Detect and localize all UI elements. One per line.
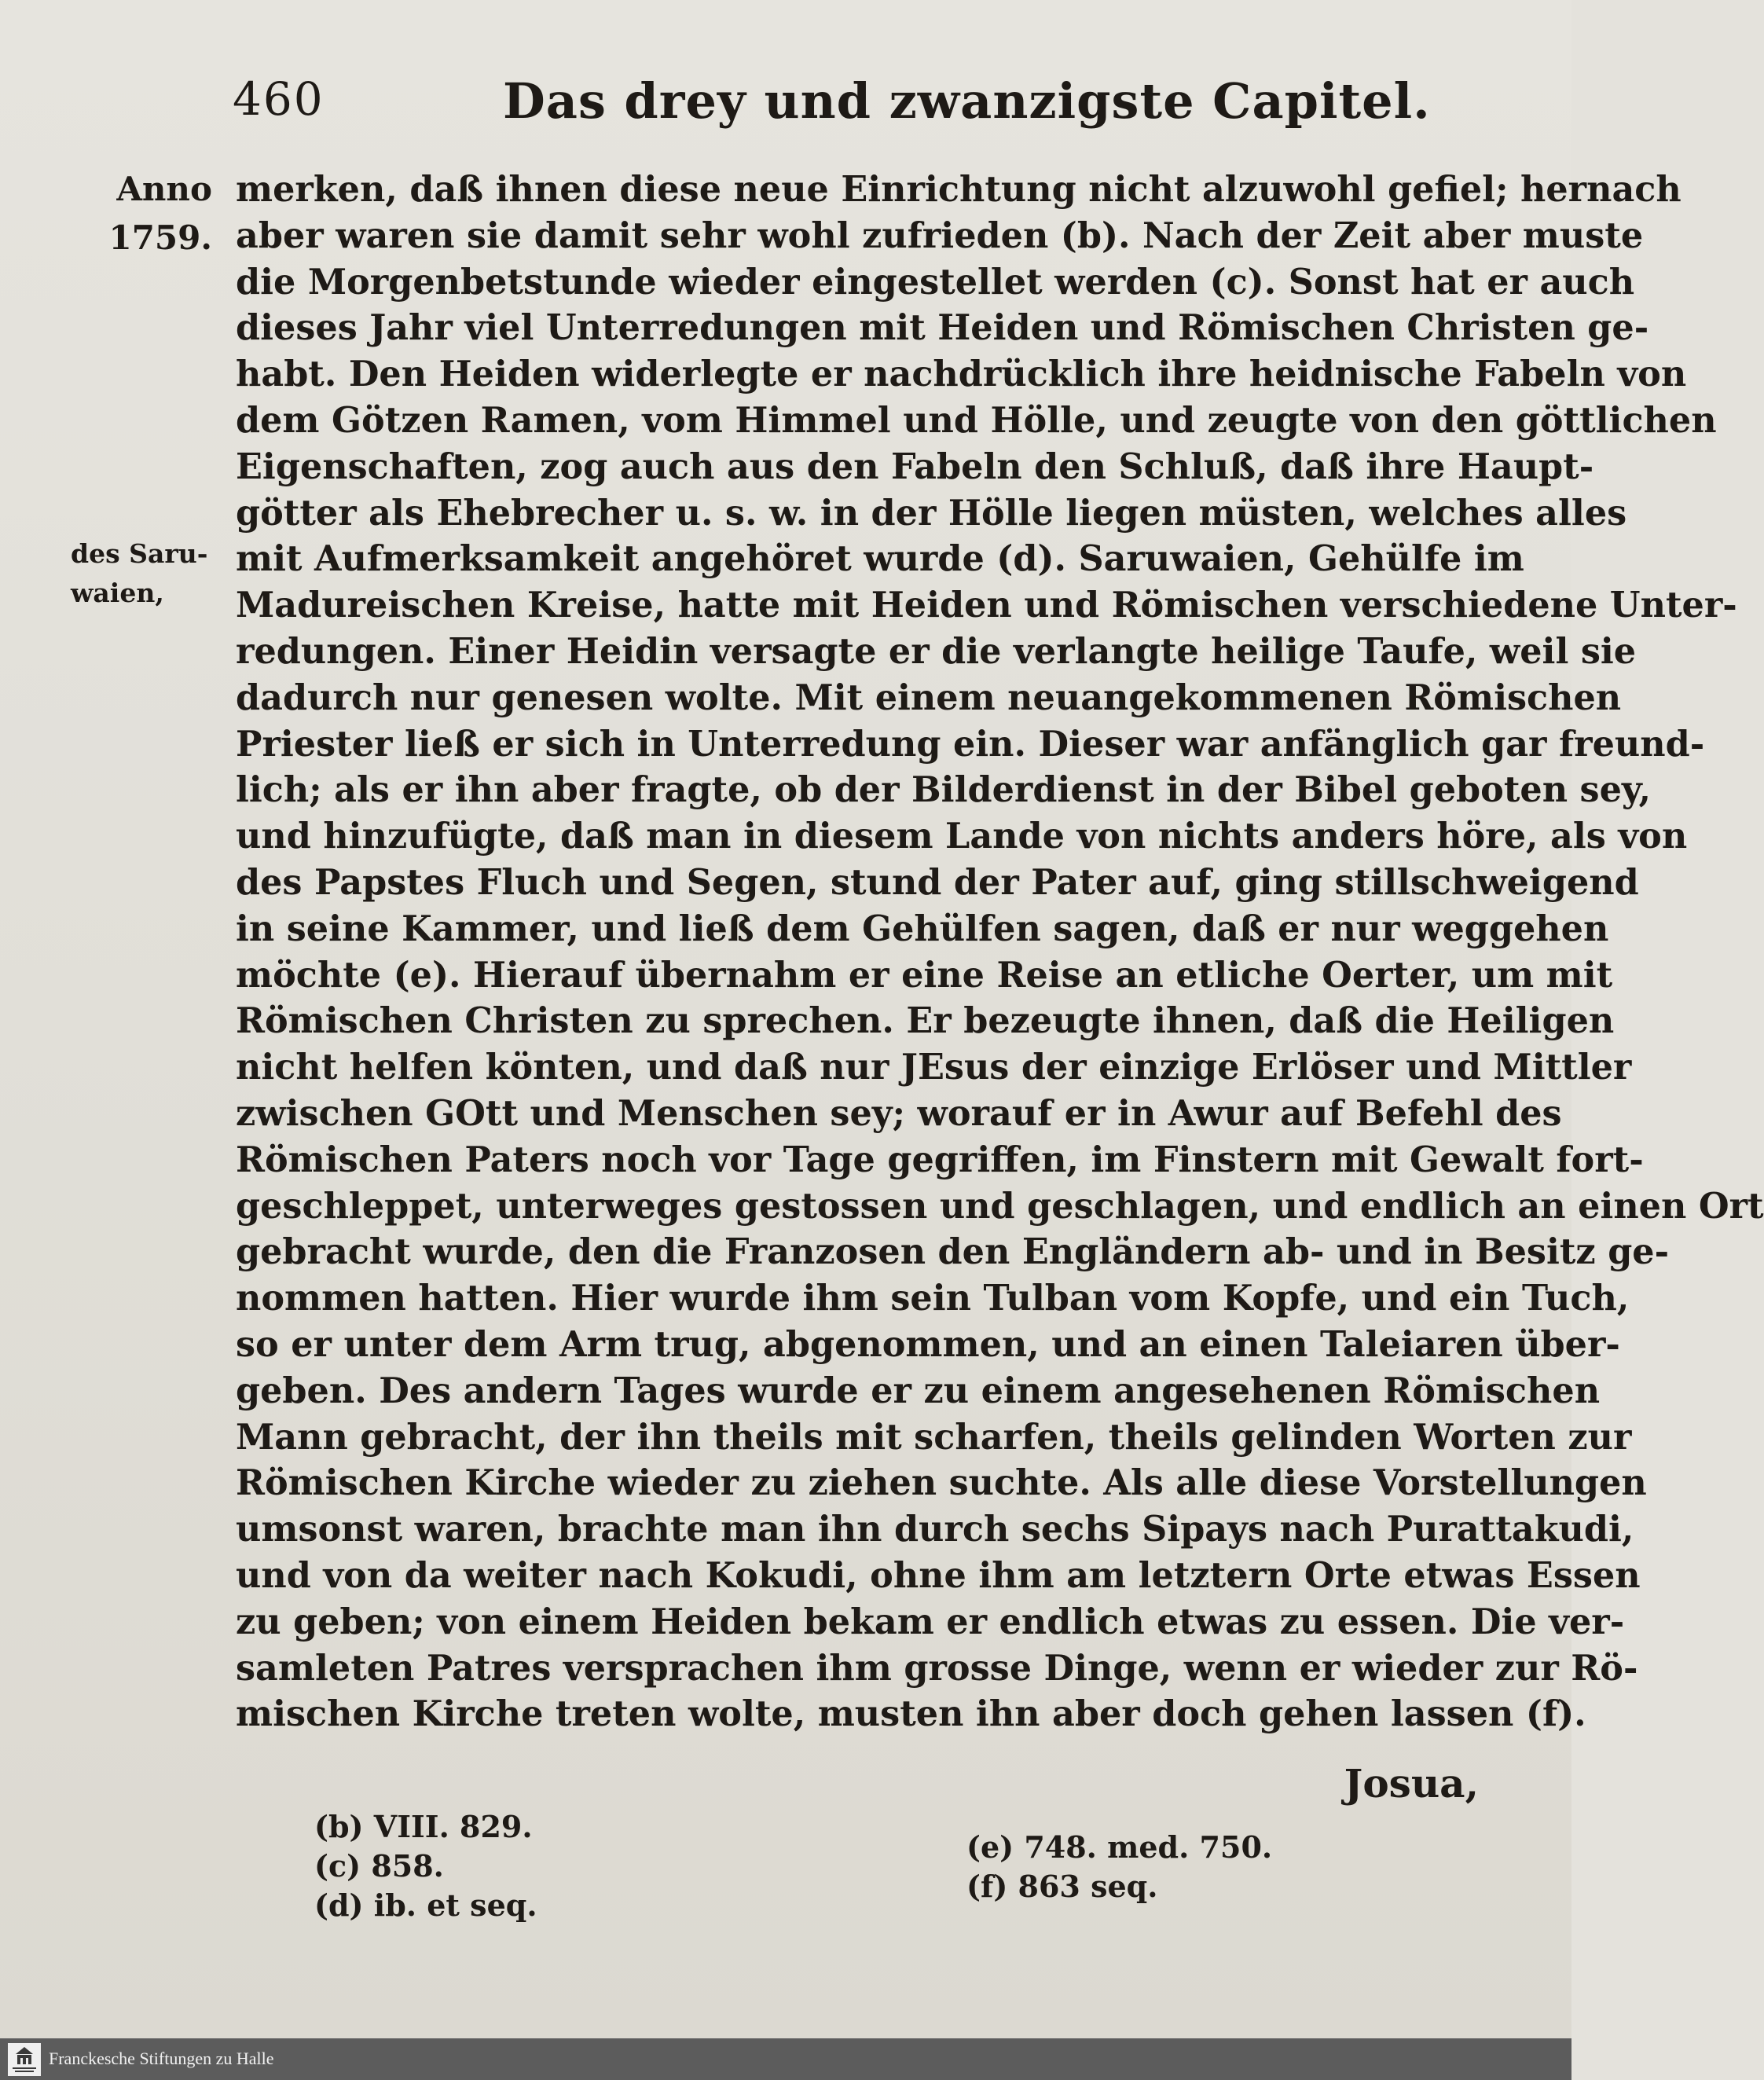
text-line: dem Götzen Ramen, vom Himmel und Hölle, und zeugte von den göttlichen [236, 399, 1717, 441]
text-line: gebracht wurde, den die Franzosen den Engländern ab- und in Besitz ge- [236, 1231, 1670, 1273]
margin-note-line: des Saru- [71, 538, 208, 569]
page-header [0, 55, 1571, 141]
text-line: so er unter dem Arm trug, abgenommen, und an einen Taleiaren über- [236, 1323, 1620, 1365]
running-title: Das drey und zwanzigste Capitel. [503, 72, 1431, 130]
text-line: dadurch nur genesen wolte. Mit einem neuangekommenen Römischen [236, 677, 1622, 718]
viewer-footer-bar [0, 2038, 1571, 2080]
footnote: (d) ib. et seq. [314, 1887, 537, 1923]
text-line: nommen hatten. Hier wurde ihm sein Tulban vom Kopfe, und ein Tuch, [236, 1278, 1630, 1319]
text-line: Römischen Paters noch vor Tage gegriffen, im Finstern mit Gewalt fort- [236, 1139, 1644, 1180]
text-line: götter als Ehebrecher u. s. w. in der Hölle liegen müsten, welches alles [236, 492, 1627, 534]
text-line: möchte (e). Hierauf übernahm er eine Reise an etliche Oerter, um mit [236, 954, 1613, 996]
text-line: samleten Patres versprachen ihm grosse Dinge, wenn er wieder zur Rö- [236, 1647, 1638, 1689]
text-line: Mann gebracht, der ihn theils mit scharfen, theils gelinden Worten zur [236, 1416, 1632, 1458]
footer-institution-label: Franckesche Stiftungen zu Halle [49, 2049, 274, 2068]
text-line: redungen. Einer Heidin versagte er die verlangte heilige Taufe, weil sie [236, 630, 1637, 672]
text-line: Priester ließ er sich in Unterredung ein. Dieser war anfänglich gar freund- [236, 723, 1705, 765]
text-line: merken, daß ihnen diese neue Einrichtung nicht alzuwohl gefiel; hernach [236, 169, 1681, 210]
text-line: zwischen GOtt und Menschen sey; worauf er in Awur auf Befehl des [236, 1092, 1562, 1134]
text-line: geschleppet, unterweges gestossen und geschlagen, und endlich an einen Ort [236, 1185, 1764, 1227]
text-line: umsonst waren, brachte man ihn durch sechs Sipays nach Purattakudi, [236, 1509, 1634, 1550]
text-line: aber waren sie damit sehr wohl zufrieden (b). Nach der Zeit aber muste [236, 215, 1644, 256]
margin-note-line: waien, [71, 578, 164, 608]
text-line: Römischen Christen zu sprechen. Er bezeugte ihnen, daß die Heiligen [236, 1000, 1615, 1042]
text-line: des Papstes Fluch und Segen, stund der Pater auf, ging stillschweigend [236, 861, 1639, 903]
text-line: lich; als er ihn aber fragte, ob der Bilderdienst in der Bibel geboten sey, [236, 769, 1651, 811]
text-line: dieses Jahr viel Unterredungen mit Heiden und Römischen Christen ge- [236, 307, 1649, 349]
footnote: (c) 858. [314, 1848, 444, 1884]
text-line: in seine Kammer, und ließ dem Gehülfen sagen, daß er nur weggehen [236, 908, 1609, 949]
margin-side-note [71, 534, 228, 613]
text-line: habt. Den Heiden widerlegte er nachdrücklich ihre heidnische Fabeln von [236, 354, 1687, 395]
margin-year-value: 1759. [108, 218, 212, 257]
margin-year-note [94, 165, 212, 262]
franckesche-stiftungen-logo-icon[interactable] [8, 2043, 41, 2076]
margin-year-label: Anno [116, 170, 212, 208]
text-line: geben. Des andern Tages wurde er zu einem angesehenen Römischen [236, 1370, 1601, 1411]
page-number: 460 [233, 72, 325, 126]
footnotes-left-column [314, 1807, 537, 1925]
text-line: und von da weiter nach Kokudi, ohne ihm am letztern Orte etwas Essen [236, 1554, 1641, 1596]
text-line: nicht helfen könten, und daß nur JEsus der einzige Erlöser und Mittler [236, 1047, 1632, 1088]
text-line: Eigenschaften, zog auch aus den Fabeln den Schluß, daß ihre Haupt- [236, 446, 1594, 487]
text-line: mischen Kirche treten wolte, musten ihn aber doch gehen lassen (f). [236, 1693, 1586, 1735]
text-line: die Morgenbetstunde wieder eingestellet werden (c). Sonst hat er auch [236, 261, 1635, 303]
footnote: (f) 863 seq. [966, 1869, 1158, 1904]
text-line: Römischen Kirche wieder zu ziehen suchte. Als alle diese Vorstellungen [236, 1462, 1647, 1504]
text-line: und hinzufügte, daß man in diesem Lande von nichts anders höre, als von [236, 816, 1688, 857]
body-text [236, 167, 1764, 1737]
text-line: zu geben; von einem Heiden bekam er endlich etwas zu essen. Die ver- [236, 1601, 1625, 1642]
text-line: Madureischen Kreise, hatte mit Heiden und Römischen verschiedene Unter- [236, 585, 1737, 626]
text-line: mit Aufmerksamkeit angehöret wurde (d). Saruwaien, Gehülfe im [236, 538, 1524, 580]
footnotes-right-column [966, 1828, 1272, 1906]
catchword: Josua, [1344, 1760, 1479, 1807]
footnote: (e) 748. med. 750. [966, 1829, 1273, 1865]
footnote: (b) VIII. 829. [314, 1809, 533, 1844]
